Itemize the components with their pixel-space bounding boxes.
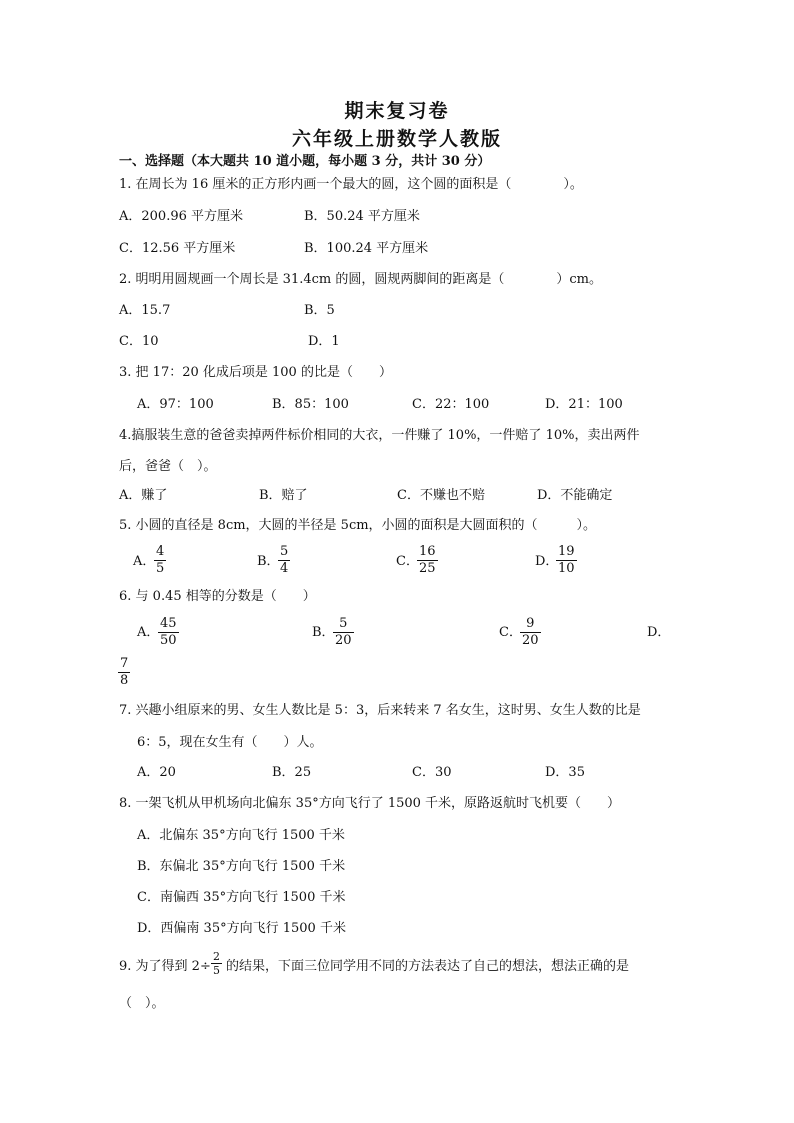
- question-3-option-c: C．22：100: [412, 397, 490, 412]
- fraction-denominator: 20: [522, 633, 539, 648]
- question-8-option-d: D．西偏南 35°方向飞行 1500 千米: [137, 921, 346, 936]
- question-7-stem-line-1: 7. 兴趣小组原来的男、女生人数比是 5：3，后来转来 7 名女生，这时男、女生人数的比是: [119, 703, 641, 718]
- question-5-option-d-fraction: [556, 545, 577, 576]
- question-5-option-d-label: D．: [535, 554, 559, 569]
- fraction-denominator: 20: [335, 633, 352, 648]
- question-6-option-d-label: D．: [647, 625, 671, 640]
- fraction-numerator: 16: [419, 544, 436, 559]
- question-5-option-c-label: C．: [396, 554, 419, 569]
- question-2-option-b: B．5: [304, 303, 335, 318]
- question-2-stem: 2. 明明用圆规画一个周长是 31.4cm 的圆，圆规两脚间的距离是（ ）cm。: [119, 272, 602, 287]
- question-9-stem-line-2: （ ）。: [119, 996, 165, 1011]
- fraction-denominator: 4: [280, 561, 289, 576]
- question-6-option-a-label: A．: [137, 625, 160, 640]
- section-heading: 一、选择题（本大题共 10 道小题，每小题 3 分，共计 30 分）: [119, 154, 491, 169]
- fraction-numerator: 7: [120, 656, 129, 671]
- question-7-option-d: D．35: [545, 765, 585, 780]
- question-4-option-b: B．赔了: [259, 488, 308, 503]
- question-9-stem-suffix: 的结果，下面三位同学用不同的方法表达了自己的想法，想法正确的是: [226, 959, 630, 974]
- question-5-option-c-fraction: [417, 545, 438, 576]
- fraction-denominator: 8: [120, 673, 129, 688]
- fraction-denominator: 10: [558, 561, 575, 576]
- question-4-option-c: C．不赚也不赔: [397, 488, 485, 503]
- question-4-option-a: A．赚了: [119, 488, 168, 503]
- fraction-denominator: 25: [419, 561, 436, 576]
- question-2-option-c: C．10: [119, 334, 159, 349]
- fraction-denominator: 5: [213, 964, 220, 977]
- fraction-denominator: 50: [160, 633, 177, 648]
- question-1-option-d: B．100.24 平方厘米: [304, 241, 429, 256]
- question-2-option-a: A．15.7: [119, 303, 171, 318]
- question-6-stem: 6. 与 0.45 相等的分数是（ ）: [119, 589, 316, 604]
- question-8-option-a: A．北偏东 35°方向飞行 1500 千米: [137, 828, 345, 843]
- question-7-option-b: B．25: [272, 765, 312, 780]
- question-1-option-a: A．200.96 平方厘米: [119, 209, 244, 224]
- question-1-option-c: C．12.56 平方厘米: [119, 241, 236, 256]
- question-6-option-a-fraction: [158, 617, 179, 648]
- question-3-option-d: D．21：100: [545, 397, 623, 412]
- fraction-numerator: 2: [213, 950, 220, 963]
- question-9-stem-prefix: 9. 为了得到 2÷: [119, 959, 211, 974]
- page-subtitle: 六年级上册数学人教版: [291, 128, 502, 150]
- question-6-option-d-fraction: [118, 657, 130, 688]
- fraction-numerator: 45: [160, 616, 177, 631]
- question-7-option-c: C．30: [412, 765, 452, 780]
- question-6-option-b-label: B．: [312, 625, 335, 640]
- page-title: 期末复习卷: [344, 100, 450, 122]
- question-1-option-b: B．50.24 平方厘米: [304, 209, 420, 224]
- question-5-stem: 5. 小圆的直径是 8cm，大圆的半径是 5cm，小圆的面积是大圆面积的（ ）。: [119, 518, 597, 533]
- fraction-numerator: 9: [520, 617, 541, 633]
- question-6-option-c-label: C．: [499, 625, 522, 640]
- question-5-option-b-fraction: [278, 545, 290, 576]
- question-3-stem: 3. 把 17：20 化成后项是 100 的比是（ ）: [119, 365, 392, 380]
- fraction-numerator: 5: [333, 617, 354, 633]
- question-7-stem-line-2: 6：5，现在女生有（ ）人。: [137, 735, 323, 750]
- question-9-inline-fraction: [211, 951, 222, 976]
- question-6-option-c-fraction: [520, 617, 541, 648]
- question-5-option-a-label: A．: [133, 554, 156, 569]
- question-4-stem-line-2: 后，爸爸（ ）。: [119, 459, 217, 474]
- question-4-stem-line-1: 4.搞服装生意的爸爸卖掉两件标价相同的大衣，一件赚了 10%，一件赔了 10%，卖出两件: [119, 428, 640, 443]
- question-8-option-b: B．东偏北 35°方向飞行 1500 千米: [137, 859, 346, 874]
- question-7-option-a: A．20: [137, 765, 176, 780]
- question-4-option-d: D．不能确定: [537, 488, 613, 503]
- question-2-option-d: D．1: [308, 334, 340, 349]
- fraction-denominator: 5: [156, 561, 165, 576]
- fraction-numerator: 19: [558, 544, 575, 559]
- fraction-numerator: 4: [156, 544, 165, 559]
- question-8-stem: 8. 一架飞机从甲机场向北偏东 35°方向飞行了 1500 千米，原路返航时飞机要（ ）: [119, 796, 621, 811]
- question-8-option-c: C．南偏西 35°方向飞行 1500 千米: [137, 890, 346, 905]
- question-5-option-b-label: B．: [257, 554, 280, 569]
- question-3-option-a: A．97：100: [137, 397, 214, 412]
- question-1-stem: 1. 在周长为 16 厘米的正方形内画一个最大的圆，这个圆的面积是（ ）。: [119, 177, 583, 192]
- question-3-option-b: B．85：100: [272, 397, 349, 412]
- question-6-option-b-fraction: [333, 617, 354, 648]
- fraction-numerator: 5: [280, 544, 289, 559]
- question-5-option-a-fraction: [154, 545, 166, 576]
